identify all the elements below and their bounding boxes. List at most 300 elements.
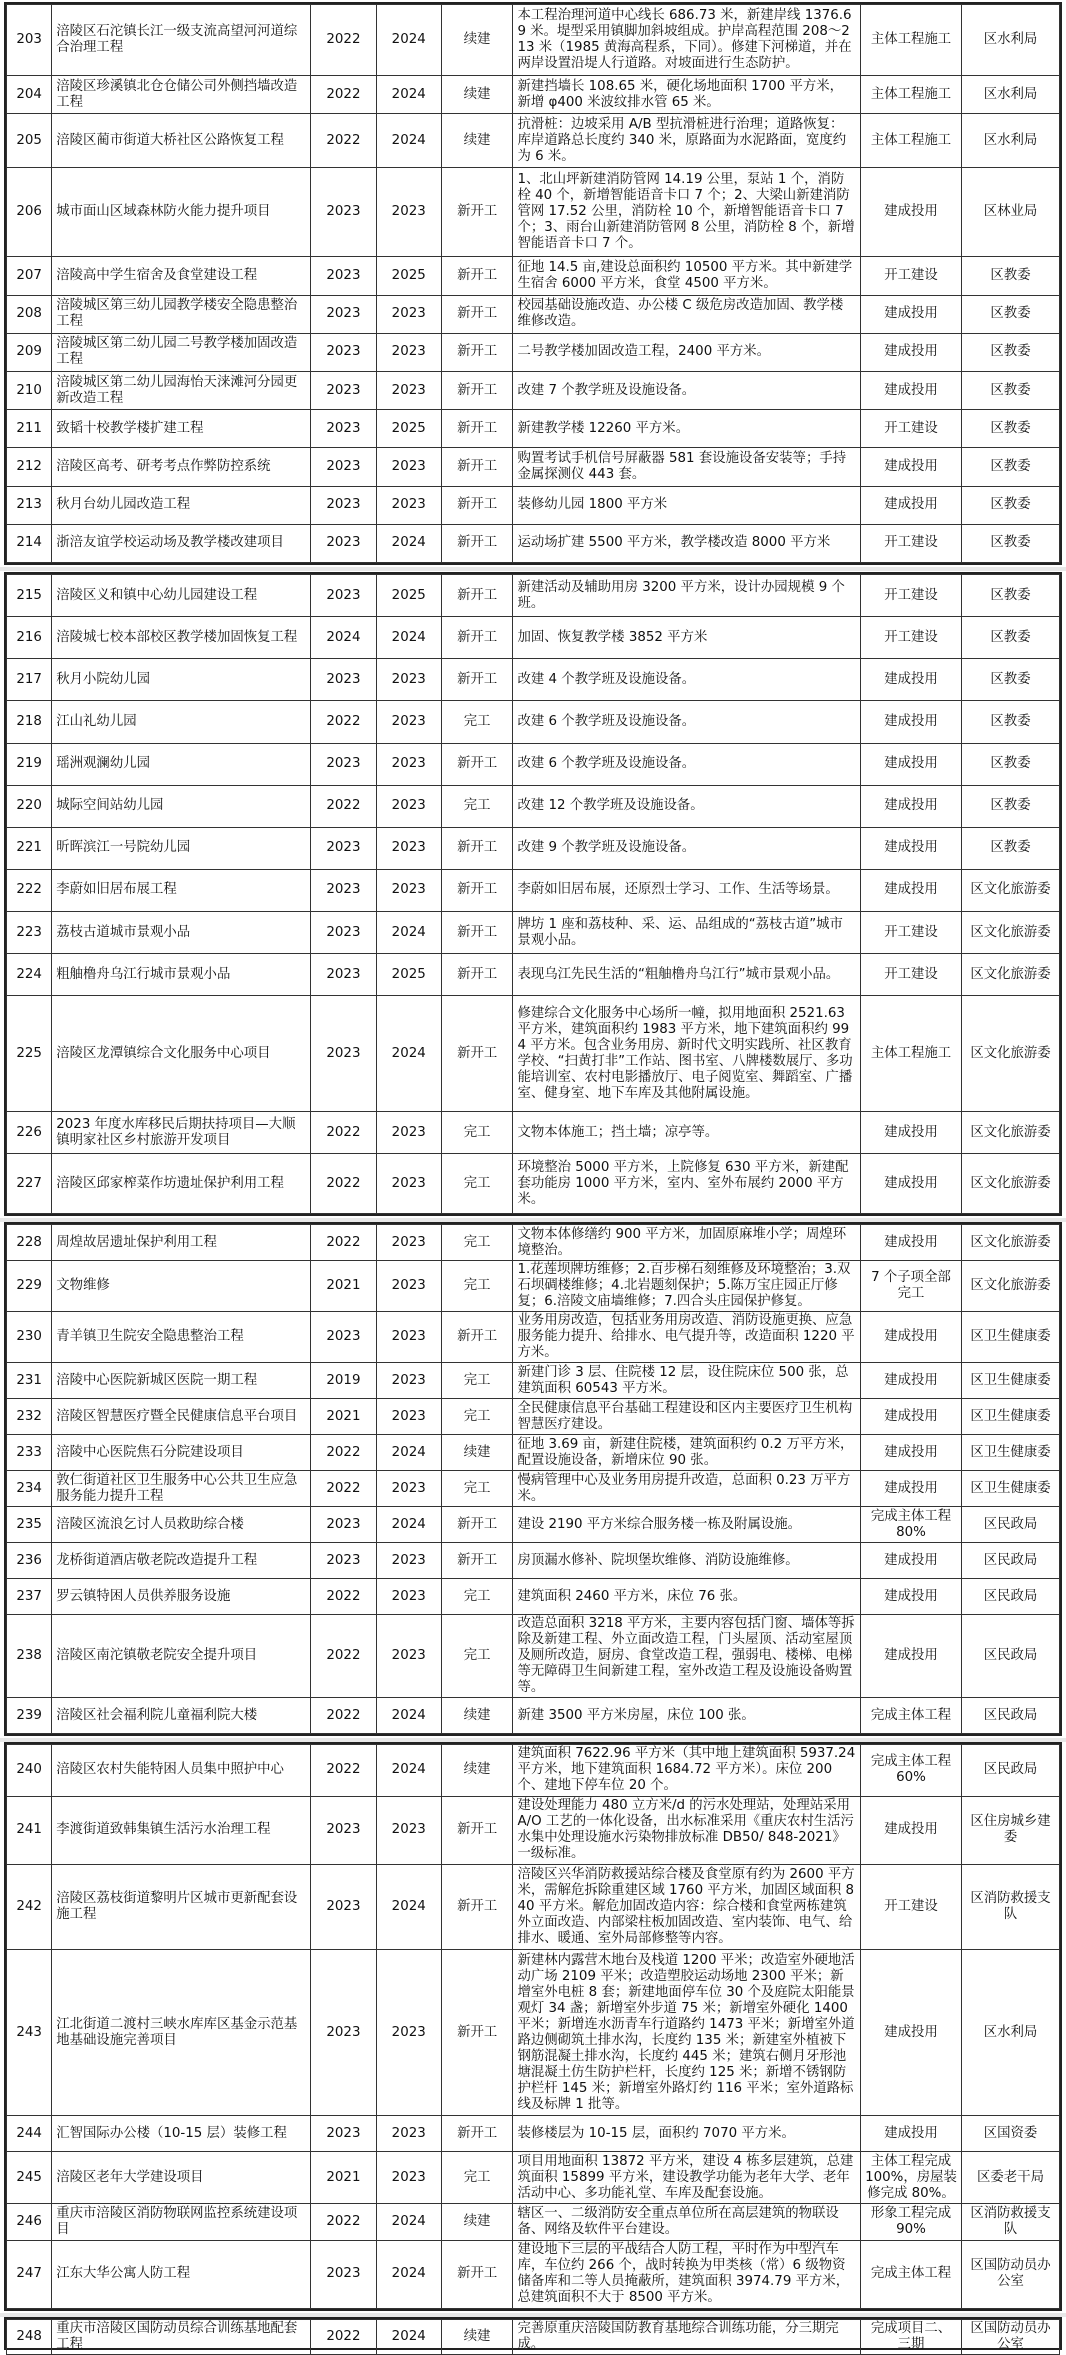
annual-progress-cell: 建成投用: [860, 1579, 961, 1615]
annual-progress-cell: 开工建设: [860, 524, 961, 562]
project-name-cell: 汇智国际办公楼（10-15 层）装修工程: [52, 2115, 311, 2152]
row-number-cell: 213: [7, 486, 52, 524]
end-year-cell: 2023: [376, 1615, 441, 1698]
construction-type-cell: 新开工: [441, 2115, 513, 2152]
construction-type-cell: 新开工: [441, 448, 513, 486]
table-row: [7, 486, 1060, 524]
end-year-cell: 2023: [376, 168, 441, 257]
project-name-cell: 涪陵区义和镇中心幼儿园建设工程: [52, 575, 311, 617]
end-year-cell: 2024: [376, 2240, 441, 2308]
project-name-cell: 涪陵城七校本部校区教学楼加固恢复工程: [52, 617, 311, 659]
responsible-department-cell: 区消防救援支队: [962, 1864, 1060, 1949]
responsible-department-cell: 区卫生健康委: [962, 1471, 1060, 1507]
responsible-department-cell: 区教委: [962, 617, 1060, 659]
annual-progress-cell: 建成投用: [860, 2115, 961, 2152]
annual-progress-cell: 完成主体工程: [860, 1698, 961, 1734]
table-row: [7, 954, 1060, 996]
responsible-department-cell: 区教委: [962, 448, 1060, 486]
project-name-cell: 涪陵区智慧医疗暨全民健康信息平台项目: [52, 1399, 311, 1435]
start-year-cell: 2023: [311, 1796, 376, 1864]
annual-progress-cell: 完成主体工程: [860, 2240, 961, 2308]
start-year-cell: 2023: [311, 1950, 376, 2116]
start-year-cell: 2022: [311, 114, 376, 168]
start-year-cell: 2023: [311, 257, 376, 295]
construction-type-cell: 新开工: [441, 410, 513, 448]
table-row: [7, 1471, 1060, 1507]
row-number-cell: 230: [7, 1312, 52, 1363]
construction-content-cell: 新建活动及辅助用房 3200 平方米，设计办园规模 9 个班。: [513, 575, 861, 617]
end-year-cell: 2023: [376, 1950, 441, 2116]
table-row: [7, 743, 1060, 785]
start-year-cell: 2022: [311, 76, 376, 114]
row-number-cell: 214: [7, 524, 52, 562]
project-name-cell: 荔枝古道城市景观小品: [52, 912, 311, 954]
annual-progress-cell: 完成主体工程 60%: [860, 1745, 961, 1797]
annual-progress-cell: 建成投用: [860, 701, 961, 743]
start-year-cell: 2023: [311, 2115, 376, 2152]
table-row: [7, 410, 1060, 448]
construction-type-cell: 新开工: [441, 333, 513, 371]
construction-content-cell: 表现乌江先民生活的“粗舳橹舟乌江行”城市景观小品。: [513, 954, 861, 996]
responsible-department-cell: 区教委: [962, 333, 1060, 371]
project-name-cell: 粗舳橹舟乌江行城市景观小品: [52, 954, 311, 996]
annual-progress-cell: 建成投用: [860, 743, 961, 785]
responsible-department-cell: 区国防动员办公室: [962, 2240, 1060, 2308]
table-block-1: [4, 2, 1062, 565]
annual-progress-cell: 建成投用: [860, 869, 961, 911]
project-name-cell: 重庆市涪陵区国防动员综合训练基地配套工程: [52, 2320, 311, 2355]
construction-content-cell: 征地 14.5 亩,建设总面积约 10500 平方米。其中新建学生宿舍 6000 平方米，食堂 4500 平方米。: [513, 257, 861, 295]
end-year-cell: 2023: [376, 827, 441, 869]
responsible-department-cell: 区教委: [962, 575, 1060, 617]
table-row: [7, 1698, 1060, 1734]
project-name-cell: 涪陵区荔枝街道黎明片区城市更新配套设施工程: [52, 1864, 311, 1949]
construction-type-cell: 新开工: [441, 168, 513, 257]
end-year-cell: 2024: [376, 1864, 441, 1949]
row-number-cell: 229: [7, 1261, 52, 1312]
project-name-cell: 重庆市涪陵区消防物联网监控系统建设项目: [52, 2204, 311, 2241]
project-name-cell: 敦仁街道社区卫生服务中心公共卫生应急服务能力提升工程: [52, 1471, 311, 1507]
annual-progress-cell: 建成投用: [860, 448, 961, 486]
project-name-cell: 涪陵区南沱镇敬老院安全提升项目: [52, 1615, 311, 1698]
end-year-cell: 2023: [376, 448, 441, 486]
table-row: [7, 2320, 1060, 2355]
responsible-department-cell: 区民政局: [962, 1745, 1060, 1797]
project-name-cell: 涪陵区石沱镇长江一级支流高望河河道综合治理工程: [52, 5, 311, 76]
start-year-cell: 2021: [311, 1399, 376, 1435]
project-name-cell: 江北街道二渡村三峡水库库区基金示范基地基础设施完善项目: [52, 1950, 311, 2116]
row-number-cell: 216: [7, 617, 52, 659]
construction-content-cell: 改造总面积 3218 平方米，主要内容包括门窗、墙体等拆除及新建工程、外立面改造工程，门头屋顶、活动室屋顶及厕所改造，厨房、食堂改造工程，强弱电、楼梯、电梯等无障碍卫生间新建工程，室外改造工程及设施设备购置等。: [513, 1615, 861, 1698]
construction-type-cell: 完工: [441, 1579, 513, 1615]
start-year-cell: 2023: [311, 410, 376, 448]
project-name-cell: 涪陵城区第三幼儿园教学楼安全隐患整治工程: [52, 295, 311, 333]
table-row: [7, 1312, 1060, 1363]
construction-type-cell: 续建: [441, 1698, 513, 1734]
responsible-department-cell: 区文化旅游委: [962, 1225, 1060, 1261]
construction-content-cell: 建筑面积 7622.96 平方米（其中地上建筑面积 5937.24 平方米，地下建筑面积 1684.72 平方米）。床位 200 个、建地下停车位 20 个。: [513, 1745, 861, 1797]
responsible-department-cell: 区教委: [962, 295, 1060, 333]
construction-type-cell: 新开工: [441, 1864, 513, 1949]
row-number-cell: 212: [7, 448, 52, 486]
start-year-cell: 2019: [311, 1363, 376, 1399]
construction-content-cell: 辖区一、二级消防安全重点单位所在高层建筑的物联设备、网络及软件平台建设。: [513, 2204, 861, 2241]
annual-progress-cell: 建成投用: [860, 1154, 961, 1214]
annual-progress-cell: 建成投用: [860, 827, 961, 869]
project-name-cell: 涪陵中心医院焦石分院建设项目: [52, 1435, 311, 1471]
start-year-cell: 2023: [311, 1543, 376, 1579]
table-row: [7, 257, 1060, 295]
construction-type-cell: 新开工: [441, 524, 513, 562]
end-year-cell: 2023: [376, 1363, 441, 1399]
annual-progress-cell: 建成投用: [860, 1399, 961, 1435]
construction-type-cell: 新开工: [441, 575, 513, 617]
construction-type-cell: 新开工: [441, 659, 513, 701]
table-row: [7, 114, 1060, 168]
row-number-cell: 238: [7, 1615, 52, 1698]
start-year-cell: 2023: [311, 486, 376, 524]
project-name-cell: 李渡街道致韩集镇生活污水治理工程: [52, 1796, 311, 1864]
project-table: [6, 574, 1060, 1214]
table-row: [7, 1363, 1060, 1399]
responsible-department-cell: 区卫生健康委: [962, 1435, 1060, 1471]
annual-progress-cell: 7 个子项全部完工: [860, 1261, 961, 1312]
annual-progress-cell: 建成投用: [860, 1225, 961, 1261]
row-number-cell: 228: [7, 1225, 52, 1261]
end-year-cell: 2023: [376, 333, 441, 371]
end-year-cell: 2023: [376, 743, 441, 785]
end-year-cell: 2024: [376, 2204, 441, 2241]
table-row: [7, 333, 1060, 371]
annual-progress-cell: 建成投用: [860, 1796, 961, 1864]
start-year-cell: 2023: [311, 1312, 376, 1363]
annual-progress-cell: 开工建设: [860, 410, 961, 448]
start-year-cell: 2022: [311, 1698, 376, 1734]
row-number-cell: 227: [7, 1154, 52, 1214]
responsible-department-cell: 区卫生健康委: [962, 1363, 1060, 1399]
annual-progress-cell: 形象工程完成 90%: [860, 2204, 961, 2241]
start-year-cell: 2023: [311, 1507, 376, 1543]
table-row: [7, 785, 1060, 827]
construction-content-cell: 改建 12 个教学班及设施设备。: [513, 785, 861, 827]
row-number-cell: 243: [7, 1950, 52, 2116]
construction-content-cell: 改建 9 个教学班及设施设备。: [513, 827, 861, 869]
start-year-cell: 2022: [311, 1745, 376, 1797]
end-year-cell: 2023: [376, 659, 441, 701]
table-block-2: [4, 572, 1062, 1216]
responsible-department-cell: 区卫生健康委: [962, 1399, 1060, 1435]
row-number-cell: 246: [7, 2204, 52, 2241]
construction-content-cell: 建筑面积 2460 平方米，床位 76 张。: [513, 1579, 861, 1615]
responsible-department-cell: 区教委: [962, 257, 1060, 295]
construction-type-cell: 完工: [441, 1112, 513, 1154]
project-name-cell: 江山礼幼儿园: [52, 701, 311, 743]
start-year-cell: 2023: [311, 659, 376, 701]
annual-progress-cell: 完成项目二、三期: [860, 2320, 961, 2355]
end-year-cell: 2023: [376, 1796, 441, 1864]
end-year-cell: 2023: [376, 1471, 441, 1507]
row-number-cell: 224: [7, 954, 52, 996]
responsible-department-cell: 区文化旅游委: [962, 1112, 1060, 1154]
construction-type-cell: 续建: [441, 1745, 513, 1797]
table-row: [7, 1507, 1060, 1543]
row-number-cell: 232: [7, 1399, 52, 1435]
project-name-cell: 文物维修: [52, 1261, 311, 1312]
table-row: [7, 1950, 1060, 2116]
construction-content-cell: 装修楼层为 10-15 层，面积约 7070 平方米。: [513, 2115, 861, 2152]
construction-content-cell: 抗滑桩：边坡采用 A/B 型抗滑桩进行治理；道路恢复：库岸道路总长度约 340 米，原路面为水泥路面，宽度约为 6 米。: [513, 114, 861, 168]
table-row: [7, 701, 1060, 743]
construction-type-cell: 完工: [441, 1154, 513, 1214]
end-year-cell: 2024: [376, 114, 441, 168]
annual-progress-cell: 建成投用: [860, 1471, 961, 1507]
construction-content-cell: 新建 3500 平方米房屋，床位 100 张。: [513, 1698, 861, 1734]
project-name-cell: 涪陵区邱家榨菜作坊遗址保护利用工程: [52, 1154, 311, 1214]
row-number-cell: 222: [7, 869, 52, 911]
construction-content-cell: 业务用房改造，包括业务用房改造、消防设施更换、应急服务能力提升、给排水、电气提升等，改造面积 1220 平方米。: [513, 1312, 861, 1363]
annual-progress-cell: 主体工程施工: [860, 76, 961, 114]
annual-progress-cell: 建成投用: [860, 1312, 961, 1363]
table-row: [7, 76, 1060, 114]
annual-progress-cell: 建成投用: [860, 333, 961, 371]
construction-type-cell: 续建: [441, 2204, 513, 2241]
construction-content-cell: 加固、恢复教学楼 3852 平方米: [513, 617, 861, 659]
construction-content-cell: 环境整治 5000 平方米，上院修复 630 平方米，新建配套功能房 1000 平方米，室内、室外布展约 2000 平方米。: [513, 1154, 861, 1214]
table-row: [7, 372, 1060, 410]
responsible-department-cell: 区水利局: [962, 114, 1060, 168]
construction-type-cell: 完工: [441, 1399, 513, 1435]
construction-type-cell: 新开工: [441, 869, 513, 911]
construction-content-cell: 征地 3.69 亩，新建住院楼，建筑面积约 0.2 万平方米，配置设施设备，新增床位 90 张。: [513, 1435, 861, 1471]
end-year-cell: 2023: [376, 1112, 441, 1154]
construction-type-cell: 新开工: [441, 617, 513, 659]
start-year-cell: 2022: [311, 1225, 376, 1261]
responsible-department-cell: 区住房城乡建委: [962, 1796, 1060, 1864]
row-number-cell: 247: [7, 2240, 52, 2308]
start-year-cell: 2023: [311, 372, 376, 410]
responsible-department-cell: 区教委: [962, 372, 1060, 410]
project-name-cell: 涪陵城区第二幼儿园二号教学楼加固改造工程: [52, 333, 311, 371]
responsible-department-cell: 区水利局: [962, 5, 1060, 76]
start-year-cell: 2021: [311, 2152, 376, 2204]
start-year-cell: 2023: [311, 333, 376, 371]
end-year-cell: 2023: [376, 1261, 441, 1312]
row-number-cell: 235: [7, 1507, 52, 1543]
annual-progress-cell: 主体工程完成 100%，房屋装修完成 80%。: [860, 2152, 961, 2204]
construction-content-cell: 改建 6 个教学班及设施设备。: [513, 701, 861, 743]
construction-type-cell: 续建: [441, 76, 513, 114]
end-year-cell: 2024: [376, 5, 441, 76]
end-year-cell: 2024: [376, 524, 441, 562]
construction-content-cell: 完善原重庆涪陵国防教育基地综合训练功能，分三期完成。: [513, 2320, 861, 2355]
construction-type-cell: 续建: [441, 1435, 513, 1471]
responsible-department-cell: 区教委: [962, 701, 1060, 743]
row-number-cell: 223: [7, 912, 52, 954]
table-row: [7, 996, 1060, 1112]
table-row: [7, 1615, 1060, 1698]
project-name-cell: 昕晖滨江一号院幼儿园: [52, 827, 311, 869]
row-number-cell: 248: [7, 2320, 52, 2355]
construction-content-cell: 本工程治理河道中心线长 686.73 米，新建岸线 1376.69 米。堤型采用镇脚加斜坡组成。护岸高程范围 208～213 米（1985 黄海高程系，下同）。修建下河梯道，并在两岸设置沿堤人行道路。对坡面进行生态防护。: [513, 5, 861, 76]
annual-progress-cell: 建成投用: [860, 1363, 961, 1399]
end-year-cell: 2023: [376, 1154, 441, 1214]
responsible-department-cell: 区民政局: [962, 1507, 1060, 1543]
row-number-cell: 215: [7, 575, 52, 617]
responsible-department-cell: 区水利局: [962, 76, 1060, 114]
start-year-cell: 2023: [311, 575, 376, 617]
end-year-cell: 2023: [376, 1543, 441, 1579]
end-year-cell: 2023: [376, 2152, 441, 2204]
table-row: [7, 659, 1060, 701]
start-year-cell: 2023: [311, 743, 376, 785]
project-name-cell: 秋月台幼儿园改造工程: [52, 486, 311, 524]
row-number-cell: 219: [7, 743, 52, 785]
row-number-cell: 241: [7, 1796, 52, 1864]
construction-content-cell: 运动场扩建 5500 平方米，教学楼改造 8000 平方米: [513, 524, 861, 562]
start-year-cell: 2023: [311, 448, 376, 486]
row-number-cell: 206: [7, 168, 52, 257]
annual-progress-cell: 建成投用: [860, 785, 961, 827]
project-name-cell: 江东大华公寓人防工程: [52, 2240, 311, 2308]
end-year-cell: 2025: [376, 257, 441, 295]
row-number-cell: 239: [7, 1698, 52, 1734]
project-name-cell: 2023 年度水库移民后期扶持项目—大顺镇明家社区乡村旅游开发项目: [52, 1112, 311, 1154]
table-row: [7, 869, 1060, 911]
start-year-cell: 2022: [311, 1615, 376, 1698]
project-name-cell: 青羊镇卫生院安全隐患整治工程: [52, 1312, 311, 1363]
table-row: [7, 1435, 1060, 1471]
construction-content-cell: 改建 7 个教学班及设施设备。: [513, 372, 861, 410]
project-name-cell: 秋月小院幼儿园: [52, 659, 311, 701]
construction-type-cell: 新开工: [441, 2240, 513, 2308]
table-row: [7, 2152, 1060, 2204]
start-year-cell: 2022: [311, 2204, 376, 2241]
annual-progress-cell: 建成投用: [860, 168, 961, 257]
responsible-department-cell: 区文化旅游委: [962, 996, 1060, 1112]
start-year-cell: 2022: [311, 1579, 376, 1615]
end-year-cell: 2023: [376, 295, 441, 333]
construction-type-cell: 新开工: [441, 372, 513, 410]
construction-type-cell: 新开工: [441, 743, 513, 785]
construction-content-cell: 改建 6 个教学班及设施设备。: [513, 743, 861, 785]
construction-type-cell: 续建: [441, 5, 513, 76]
end-year-cell: 2024: [376, 617, 441, 659]
construction-content-cell: 二号教学楼加固改造工程，2400 平方米。: [513, 333, 861, 371]
end-year-cell: 2025: [376, 575, 441, 617]
project-table: [6, 4, 1060, 563]
table-row: [7, 1112, 1060, 1154]
row-number-cell: 203: [7, 5, 52, 76]
start-year-cell: 2023: [311, 295, 376, 333]
construction-content-cell: 慢病管理中心及业务用房提升改造，总面积 0.23 万平方米。: [513, 1471, 861, 1507]
start-year-cell: 2022: [311, 1112, 376, 1154]
row-number-cell: 218: [7, 701, 52, 743]
construction-content-cell: 新建教学楼 12260 平方米。: [513, 410, 861, 448]
construction-type-cell: 新开工: [441, 486, 513, 524]
start-year-cell: 2023: [311, 524, 376, 562]
project-name-cell: 浙涪友谊学校运动场及教学楼改建项目: [52, 524, 311, 562]
project-name-cell: 涪陵区老年大学建设项目: [52, 2152, 311, 2204]
project-table: [6, 2319, 1060, 2355]
construction-type-cell: 新开工: [441, 257, 513, 295]
project-table: [6, 1744, 1060, 2309]
row-number-cell: 233: [7, 1435, 52, 1471]
responsible-department-cell: 区文化旅游委: [962, 1154, 1060, 1214]
annual-progress-cell: 建成投用: [860, 295, 961, 333]
table-row: [7, 5, 1060, 76]
end-year-cell: 2023: [376, 1579, 441, 1615]
project-name-cell: 涪陵城区第二幼儿园海怡天涞滩河分园更新改造工程: [52, 372, 311, 410]
construction-content-cell: 项目用地面积 13872 平方米，建设 4 栋多层建筑，总建筑面积 15899 平方米，建设教学功能为老年大学、老年活动中心、多功能礼堂、车库及配套设施。: [513, 2152, 861, 2204]
end-year-cell: 2023: [376, 2115, 441, 2152]
project-name-cell: 涪陵区高考、研考考点作弊防控系统: [52, 448, 311, 486]
end-year-cell: 2024: [376, 1435, 441, 1471]
end-year-cell: 2024: [376, 1698, 441, 1734]
row-number-cell: 244: [7, 2115, 52, 2152]
annual-progress-cell: 建成投用: [860, 1112, 961, 1154]
construction-content-cell: 新建林内露营木地台及栈道 1200 平米；改造室外硬地活动广场 2109 平米；改造塑胶运动场地 2300 平米；新增室外电桩 8 套；新建地面停车位 30 个及庭院太阳能景观灯 34 盏；新增室外步道 75 米；新增室外硬化 1400 平米；新增连水沥青车行道路约 1473 平米；新增室外道路边侧砌筑土排水沟，长度约 135 米；新建室外植被下钢筋混凝土排水沟，长度约 445 米；建筑右侧月牙形池塘混凝土仿生防护栏杆，长度约 125 米；新增不锈钢防护栏杆 145 米；新增室外路灯约 116 平米；室外道路标线及标牌 1 批等。: [513, 1950, 861, 2116]
row-number-cell: 245: [7, 2152, 52, 2204]
construction-content-cell: 1.花莲坝牌坊维修；2.百步梯石刻维修及环境整治；3.双石坝碉楼维修；4.北岩题刻保护；5.陈万宝庄园正厅修复；6.涪陵文庙墙维修；7.四合头庄园保护修复。: [513, 1261, 861, 1312]
table-block-3: [4, 1222, 1062, 1736]
project-name-cell: 城市面山区域森林防火能力提升项目: [52, 168, 311, 257]
row-number-cell: 211: [7, 410, 52, 448]
construction-content-cell: 牌坊 1 座和荔枝种、采、运、品组成的“荔枝古道”城市景观小品。: [513, 912, 861, 954]
table-row: [7, 295, 1060, 333]
end-year-cell: 2024: [376, 1507, 441, 1543]
construction-content-cell: 装修幼儿园 1800 平方米: [513, 486, 861, 524]
annual-progress-cell: 建成投用: [860, 372, 961, 410]
construction-type-cell: 新开工: [441, 295, 513, 333]
responsible-department-cell: 区卫生健康委: [962, 1312, 1060, 1363]
project-name-cell: 罗云镇特困人员供养服务设施: [52, 1579, 311, 1615]
start-year-cell: 2022: [311, 1471, 376, 1507]
table-row: [7, 1543, 1060, 1579]
construction-type-cell: 新开工: [441, 1543, 513, 1579]
table-row: [7, 448, 1060, 486]
start-year-cell: 2023: [311, 1864, 376, 1949]
construction-type-cell: 新开工: [441, 827, 513, 869]
project-name-cell: 涪陵高中学生宿舍及食堂建设工程: [52, 257, 311, 295]
construction-type-cell: 完工: [441, 2152, 513, 2204]
table-row: [7, 912, 1060, 954]
row-number-cell: 217: [7, 659, 52, 701]
start-year-cell: 2023: [311, 168, 376, 257]
responsible-department-cell: 区教委: [962, 410, 1060, 448]
project-name-cell: 龙桥街道酒店敬老院改造提升工程: [52, 1543, 311, 1579]
row-number-cell: 226: [7, 1112, 52, 1154]
start-year-cell: 2023: [311, 2240, 376, 2308]
construction-content-cell: 改建 4 个教学班及设施设备。: [513, 659, 861, 701]
construction-type-cell: 新开工: [441, 1796, 513, 1864]
annual-progress-cell: 开工建设: [860, 617, 961, 659]
table-row: [7, 1796, 1060, 1864]
construction-type-cell: 新开工: [441, 912, 513, 954]
annual-progress-cell: 主体工程施工: [860, 996, 961, 1112]
construction-type-cell: 续建: [441, 114, 513, 168]
responsible-department-cell: 区文化旅游委: [962, 912, 1060, 954]
annual-progress-cell: 建成投用: [860, 1615, 961, 1698]
responsible-department-cell: 区文化旅游委: [962, 869, 1060, 911]
end-year-cell: 2024: [376, 912, 441, 954]
project-table: [6, 1224, 1060, 1734]
start-year-cell: 2022: [311, 2320, 376, 2355]
table-row: [7, 617, 1060, 659]
construction-content-cell: 校园基础设施改造、办公楼 C 级危房改造加固、教学楼维修改造。: [513, 295, 861, 333]
table-row: [7, 2115, 1060, 2152]
responsible-department-cell: 区教委: [962, 743, 1060, 785]
start-year-cell: 2021: [311, 1261, 376, 1312]
